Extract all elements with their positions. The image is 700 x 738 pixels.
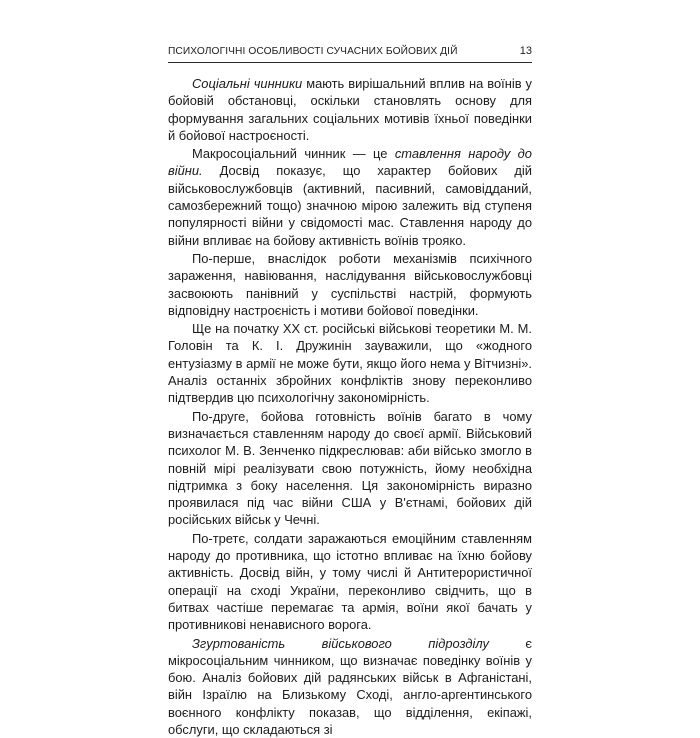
paragraph-text: Ще на початку XX ст. російські військові теоретики М. М. Головін та К. І. Дружинін зауважили, що «жодного ентузіазму в армії не може бути, якщо його нема у Вітчизні». Аналіз останніх збройних конфліктів знову переконливо підтвердив цю психологічну закономірність.	[168, 321, 532, 405]
paragraph-lead: Макросоціальний чинник — це	[192, 146, 395, 161]
body-text	[168, 63, 532, 738]
emphasis-unit-cohesion: Згуртованість військового підрозділу	[192, 636, 489, 651]
paragraph-early-20th-century	[168, 320, 532, 406]
emphasis-social-factors: Соціальні чинники	[192, 76, 302, 91]
paragraph-text: Досвід показує, що характер бойових дій військовослужбовців (активний, пасивний, самовідданий, самозбережний тощо) значною мірою залежить від ступеня популярності війни у свідомості мас. Ставлення народу до війни впливає на бойову активність воїнів трояко.	[168, 163, 532, 247]
paragraph-thirdly	[168, 530, 532, 634]
paragraph-text: є мікросоціальним чинником, що визначає поведінку воїнів у бою. Аналіз бойових дій радянських військ в Афганістані, війн Ізраїлю на Близькому Сході, англо-аргентинського воєнного конфлікту показав, що відділення, екіпажі, обслуги, що складаються зі	[168, 636, 532, 737]
paragraph-social-factors	[168, 75, 532, 144]
book-page	[168, 36, 532, 700]
paragraph-text: мають вирішальний вплив на воїнів у бойовій обстановці, оскільки становлять основу для формування загальних соціальних мотивів їхньої поведінки й бойової настроєності.	[168, 76, 532, 143]
paragraph-macrosocial-factor	[168, 145, 532, 249]
paragraph-secondly	[168, 408, 532, 529]
paragraph-firstly	[168, 250, 532, 319]
running-title: ПСИХОЛОГІЧНІ ОСОБЛИВОСТІ СУЧАСНИХ БОЙОВИХ ДІЙ	[168, 46, 458, 57]
paragraph-text: По-друге, бойова готовність воїнів багато в чому визначається ставленням народу до своєї армії. Військовий психолог М. В. Зенченко підкреслював: аби військо змогло в повній мірі реалізувати свою потужність, йому необхідна підтримка з боку населення. Ця закономірність виразно проявилася під час війни США у В'єтнамі, бойових дій російських військ у Чечні.	[168, 409, 532, 528]
paragraph-text: По-третє, солдати заражаються емоційним ставленням народу до противника, що істотно впливає на їхню бойову активність. Досвід війн, у тому числі й Антитерористичної операції на сході України, переконливо свідчить, що в битвах частіше перемагає та армія, воїни якої бачать у противникові ненависного ворога.	[168, 531, 532, 632]
emphasis-attitude-to-war: ставлення народу до війни.	[168, 146, 532, 178]
paragraph-unit-cohesion	[168, 635, 532, 738]
running-header	[168, 36, 532, 63]
paragraph-text: По-перше, внаслідок роботи механізмів психічного зараження, навіювання, наслідування військовослужбовці засвоюють панівний у суспільстві настрій, формують відповідну настроєність і мотиви бойової поведінки.	[168, 251, 532, 318]
page-number: 13	[520, 45, 532, 57]
